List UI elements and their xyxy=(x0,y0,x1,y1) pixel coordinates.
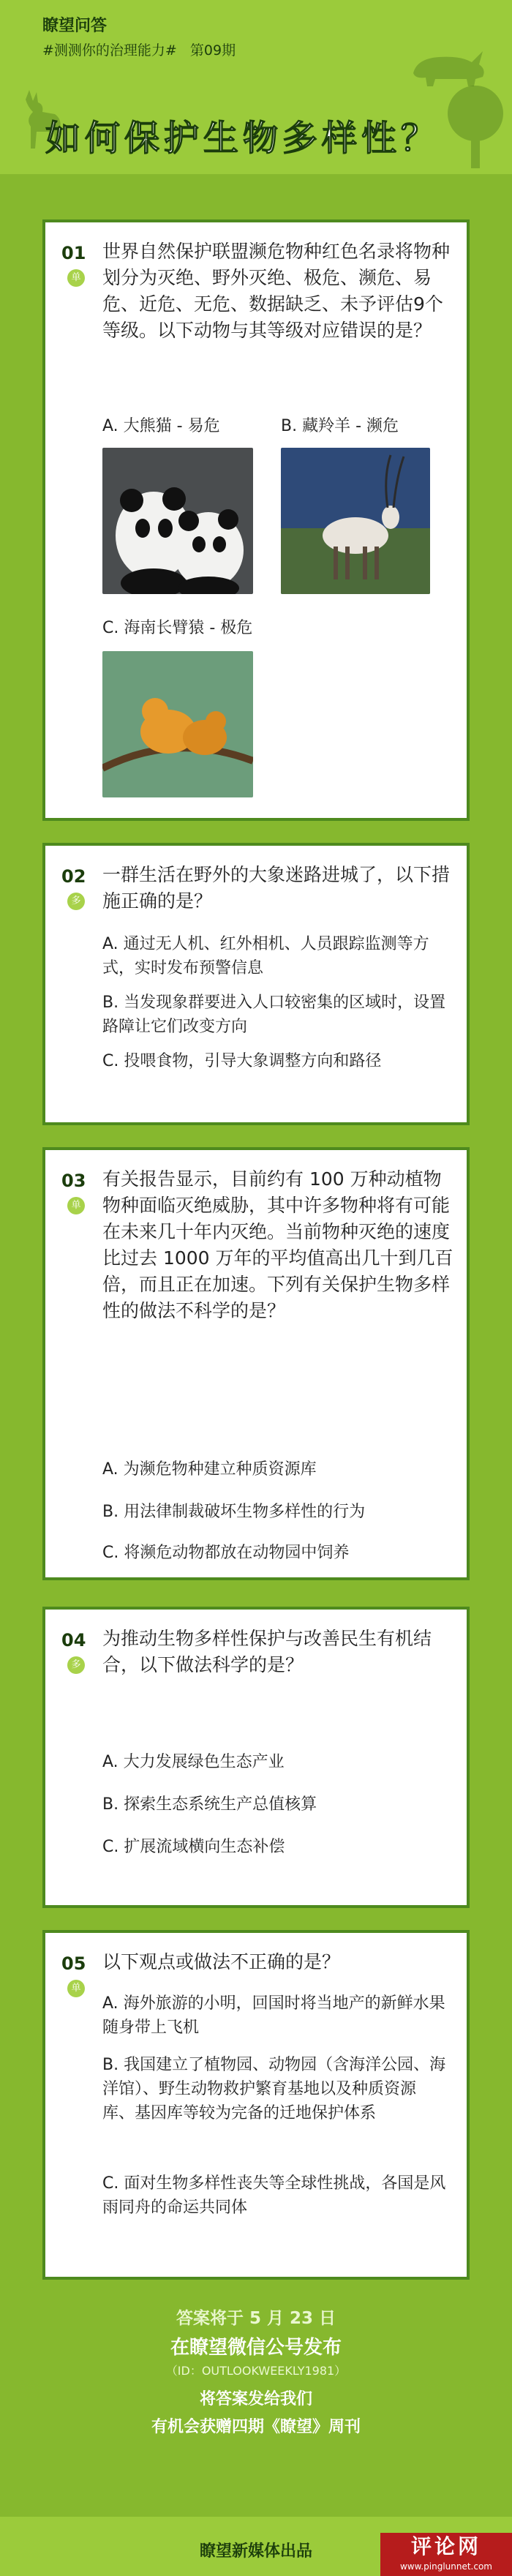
brand-label: 瞭望问答 xyxy=(42,17,108,35)
send-answer: 将答案发给我们 xyxy=(199,2390,312,2408)
gibbon-photo xyxy=(102,651,253,797)
option-a[interactable]: A. 海外旅游的小明，回国时将当地产的新鲜水果随身带上飞机 xyxy=(102,1994,445,2037)
answer-publish: 在瞭望微信公号发布 xyxy=(170,2337,342,2359)
option-a[interactable]: A. 为濒危物种建立种质资源库 xyxy=(102,1460,317,1479)
issue-tagline xyxy=(42,40,244,59)
option-b[interactable]: B. 探索生态系统生产总值核算 xyxy=(102,1795,317,1814)
header-banner xyxy=(0,0,512,174)
question-card-2 xyxy=(42,843,470,1125)
answer-date: 答案将于 5 月 23 日 xyxy=(176,2309,336,2328)
question-card-4 xyxy=(42,1607,470,1908)
question-text: 有关报告显示，目前约有 100 万种动植物物种面临灭绝威胁，其中许多物种将有可能在未来几十年内灭绝。当前物种灭绝的速度比过去 1000 万年的平均值高出几十到几百倍，而且正在加速。下列有关保护生物多样性的做法不科学的是？ xyxy=(102,1168,453,1321)
question-number: 01 xyxy=(61,243,86,263)
issue-number: 第09期 xyxy=(189,42,236,59)
option-c[interactable]: C. 面对生物多样性丧失等全球性挑战，各国是风雨同舟的命运共同体 xyxy=(102,2174,446,2217)
question-number: 04 xyxy=(61,1630,86,1651)
option-b[interactable]: B. 当发现象群要进入人口较密集的区域时，设置路障让它们改变方向 xyxy=(102,994,446,1036)
question-type-badge: 单 xyxy=(67,269,85,287)
option-a[interactable]: A. 大力发展绿色生态产业 xyxy=(102,1753,285,1771)
topic-hashtag: #测测你的治理能力# xyxy=(42,42,177,59)
option-b[interactable]: B. 我国建立了植物园、动物园（含海洋公园、海洋馆）、野生动物救护繁育基地以及种质资源库、基因库等较为完备的迁地保护体系 xyxy=(102,2056,446,2122)
option-c[interactable]: C. 投喂食物，引导大象调整方向和路径 xyxy=(102,1052,382,1070)
panda-photo xyxy=(102,448,253,594)
question-card-3 xyxy=(42,1147,470,1580)
question-number: 05 xyxy=(61,1953,86,1974)
option-c[interactable]: C. 将濒危动物都放在动物园中饲养 xyxy=(102,1544,350,1562)
question-text: 世界自然保护联盟濒危物种红色名录将物种划分为灭绝、野外灭绝、极危、濒危、易危、近危、无危、数据缺乏、未予评估9个等级。以下动物与其等级对应错误的是？ xyxy=(102,241,451,341)
question-type-badge: 多 xyxy=(67,893,85,910)
question-type-badge: 单 xyxy=(67,1197,85,1214)
footer-credit: 瞭望新媒体出品 xyxy=(199,2542,312,2561)
option-b[interactable]: B. 藏羚羊 - 濒危 xyxy=(281,417,399,435)
watermark-logo xyxy=(380,2533,512,2576)
watermark-url: www.pinglunnet.com xyxy=(399,2561,492,2572)
question-card-5 xyxy=(42,1930,470,2280)
question-text: 一群生活在野外的大象迷路进城了，以下措施正确的是？ xyxy=(102,864,451,912)
question-text: 以下观点或做法不正确的是？ xyxy=(102,1951,341,1972)
tree-silhouette-icon xyxy=(432,80,512,168)
question-type-badge: 多 xyxy=(67,1656,85,1674)
question-card-1 xyxy=(42,219,470,821)
question-text: 为推动生物多样性保护与改善民生有机结合，以下做法科学的是？ xyxy=(102,1628,432,1675)
option-a[interactable]: A. 通过无人机、红外相机、人员跟踪监测等方式，实时发布预警信息 xyxy=(102,935,429,977)
option-c[interactable]: C. 扩展流域横向生态补偿 xyxy=(102,1838,285,1856)
watermark-title: 评论网 xyxy=(410,2534,481,2558)
page-title: 如何保护生物多样性？ xyxy=(45,118,441,159)
tibetan-antelope-photo xyxy=(281,448,430,594)
option-a[interactable]: A. 大熊猫 - 易危 xyxy=(102,417,220,435)
wechat-id: （ID：OUTLOOKWEEKLY1981） xyxy=(165,2364,347,2378)
question-number: 02 xyxy=(61,866,86,887)
option-b[interactable]: B. 用法律制裁破坏生物多样性的行为 xyxy=(102,1503,366,1521)
option-c[interactable]: C. 海南长臂猿 - 极危 xyxy=(102,619,253,637)
question-type-badge: 单 xyxy=(67,1980,85,1997)
prize-text: 有机会获赠四期《瞭望》周刊 xyxy=(151,2418,361,2436)
question-number: 03 xyxy=(61,1171,86,1191)
